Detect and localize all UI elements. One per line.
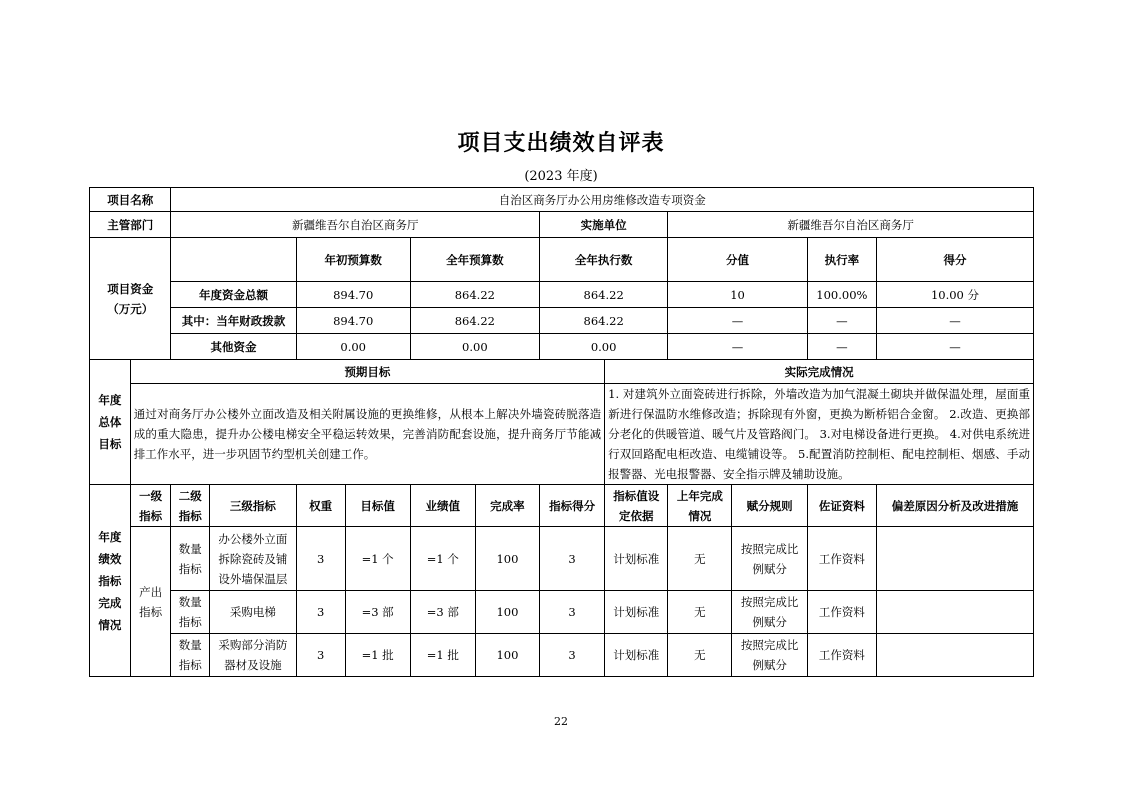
goal-text-row [90,384,1034,485]
funds-header-initial-budget: 年初预算数 [296,238,410,282]
funds-cell: 0.00 [540,334,668,360]
indicator-actual: =1 批 [410,634,475,677]
indicator-deviation [877,591,1034,634]
indicator-row [90,591,1034,634]
funds-header-score: 得分 [877,238,1034,282]
indicator-header: 上年完成情况 [668,485,732,527]
year-subtitle: (2023 年度) [524,169,598,184]
indicator-header: 二级指标 [171,485,210,527]
indicator-target: =1 个 [345,527,410,591]
funds-header-annual-budget: 全年预算数 [410,238,539,282]
indicator-actual: =3 部 [410,591,475,634]
funds-row-other [90,334,1034,360]
project-name-label: 项目名称 [90,188,171,212]
funds-row-label: 年度资金总额 [171,282,296,308]
funds-cell: 864.22 [540,282,668,308]
indicator-header: 赋分规则 [732,485,807,527]
funds-header-score-value: 分值 [668,238,807,282]
indicator-header: 业绩值 [410,485,475,527]
funds-cell: — [807,308,876,334]
indicator-evidence: 工作资料 [807,527,876,591]
goal-header-row [90,360,1034,384]
project-name-value: 自治区商务厅办公用房维修改造专项资金 [171,188,1034,212]
funds-cell: 894.70 [296,282,410,308]
funds-cell: 864.22 [410,282,539,308]
funds-cell: 0.00 [410,334,539,360]
indicator-score: 3 [540,634,605,677]
expected-goal-text: 通过对商务厅办公楼外立面改造及相关附属设施的更换维修，从根本上解决外墙瓷砖脱落造成的重大隐患，提升办公楼电梯安全平稳运转效果，完善消防配套设施，提升商务厅节能减排工作水平，进一步巩固节约型机关创建工作。 [130,384,604,485]
impl-unit-label: 实施单位 [540,212,668,238]
indicator-header: 指标得分 [540,485,605,527]
funds-cell: — [877,308,1034,334]
indicator-header: 一级指标 [130,485,171,527]
indicator-level3: 采购电梯 [210,591,297,634]
indicator-level2: 数量指标 [171,591,210,634]
funds-cell: 864.22 [410,308,539,334]
indicator-rule: 按照完成比例赋分 [732,634,807,677]
indicator-level2: 数量指标 [171,527,210,591]
indicator-section-label: 年度绩效指标完成情况 [90,485,131,677]
funds-row-total [90,282,1034,308]
indicator-header: 目标值 [345,485,410,527]
actual-completion-header: 实际完成情况 [605,360,1034,384]
funds-cell: — [807,334,876,360]
funds-cell: 0.00 [296,334,410,360]
funds-label-line1: 项目资金 [107,281,154,296]
indicator-header-row [90,485,1034,527]
indicator-deviation [877,527,1034,591]
funds-cell: 894.70 [296,308,410,334]
indicator-basis: 计划标准 [605,591,668,634]
indicator-last-year: 无 [668,591,732,634]
funds-cell: — [668,334,807,360]
indicator-deviation [877,634,1034,677]
funds-label [90,238,171,360]
indicator-level1: 产出指标 [130,527,171,677]
indicator-last-year: 无 [668,634,732,677]
indicator-header: 偏差原因分析及改进措施 [877,485,1034,527]
project-name-row [90,188,1034,212]
funds-label-line2: （万元） [107,301,154,316]
funds-cell: 10 [668,282,807,308]
performance-table [89,187,1034,677]
indicator-header: 佐证资料 [807,485,876,527]
funds-row-label: 其他资金 [171,334,296,360]
funds-cell: 10.00 分 [877,282,1034,308]
page-number: 22 [554,715,568,728]
impl-unit-value: 新疆维吾尔自治区商务厅 [668,212,1034,238]
indicator-target: =3 部 [345,591,410,634]
indicator-rate: 100 [475,634,539,677]
funds-cell: — [668,308,807,334]
indicator-actual: =1 个 [410,527,475,591]
indicator-score: 3 [540,527,605,591]
indicator-header: 三级指标 [210,485,297,527]
indicator-header: 完成率 [475,485,539,527]
indicator-weight: 3 [296,527,345,591]
department-label: 主管部门 [90,212,171,238]
indicator-basis: 计划标准 [605,527,668,591]
indicator-row [90,527,1034,591]
indicator-level3: 办公楼外立面拆除瓷砖及铺设外墙保温层 [210,527,297,591]
indicator-basis: 计划标准 [605,634,668,677]
page-title: 项目支出绩效自评表 [457,130,665,156]
funds-header-row [90,238,1034,282]
department-value: 新疆维吾尔自治区商务厅 [171,212,540,238]
indicator-weight: 3 [296,591,345,634]
indicator-rule: 按照完成比例赋分 [732,527,807,591]
funds-cell: 864.22 [540,308,668,334]
indicator-score: 3 [540,591,605,634]
indicator-rate: 100 [475,591,539,634]
annual-goal-label: 年度总体目标 [90,360,131,485]
funds-row-fiscal [90,308,1034,334]
indicator-header: 权重 [296,485,345,527]
funds-header-executed: 全年执行数 [540,238,668,282]
funds-header-exec-rate: 执行率 [807,238,876,282]
funds-cell: 100.00% [807,282,876,308]
department-row [90,212,1034,238]
indicator-level3: 采购部分消防器材及设施 [210,634,297,677]
indicator-target: =1 批 [345,634,410,677]
indicator-row [90,634,1034,677]
funds-row-label: 其中：当年财政拨款 [171,308,296,334]
indicator-weight: 3 [296,634,345,677]
indicator-rate: 100 [475,527,539,591]
actual-completion-text: 1. 对建筑外立面瓷砖进行拆除，外墙改造为加气混凝土砌块并做保温处理，屋面重新进行保温防水维修改造；拆除现有外窗，更换为断桥铝合金窗。 2.改造、更换部分老化的供暖管道、暖气片及管路阀门。 3.对电梯设备进行更换。 4.对供电系统进行双回路配电柜改造、电缆铺设等。 5.配置消防控制柜、配电控制柜、烟感、手动报警器、光电报警器、安全指示牌及辅助设施。 [605,384,1034,485]
indicator-last-year: 无 [668,527,732,591]
indicator-level2: 数量指标 [171,634,210,677]
indicator-rule: 按照完成比例赋分 [732,591,807,634]
indicator-evidence: 工作资料 [807,634,876,677]
funds-cell: — [877,334,1034,360]
expected-goal-header: 预期目标 [130,360,604,384]
indicator-header: 指标值设定依据 [605,485,668,527]
indicator-evidence: 工作资料 [807,591,876,634]
funds-header-blank [171,238,296,282]
